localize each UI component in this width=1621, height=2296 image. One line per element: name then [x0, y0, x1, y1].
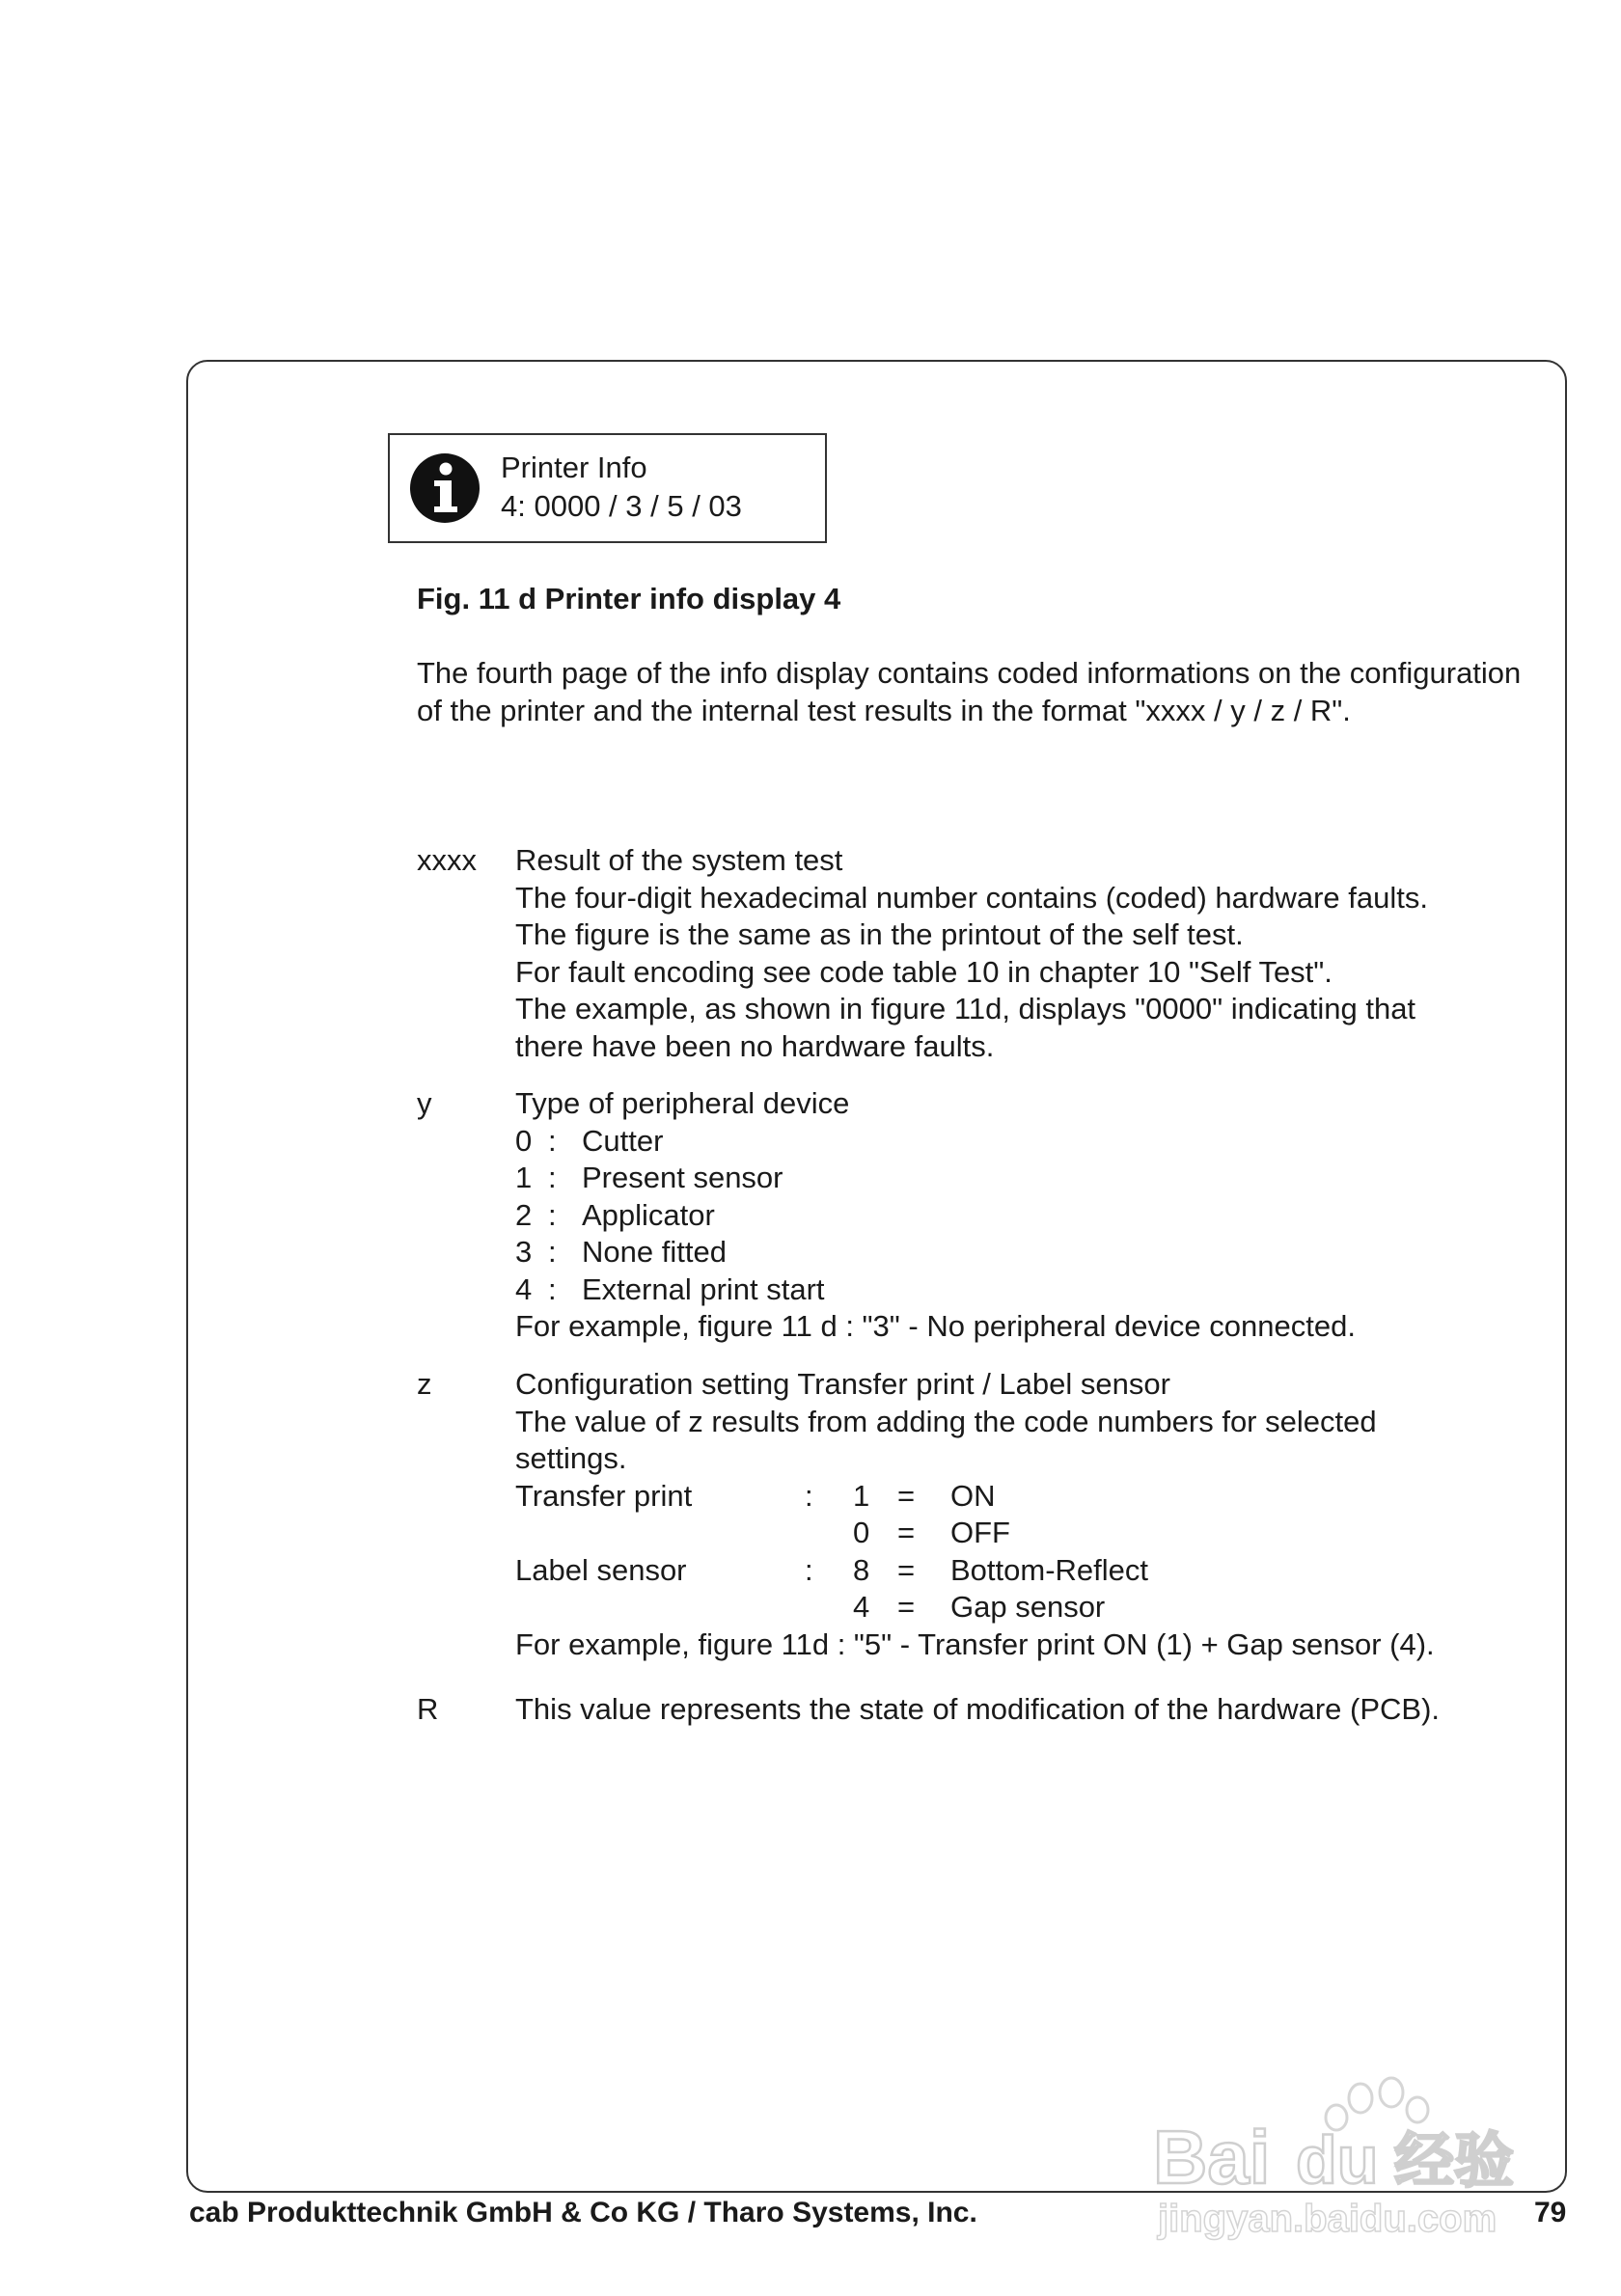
option-label: Applicator [582, 1197, 715, 1232]
footer-company: cab Produkttechnik GmbH & Co KG / Tharo Systems, Inc. [189, 2197, 977, 2228]
setting-equals: = [897, 1552, 916, 1587]
option-row [515, 1234, 1557, 1271]
option-label: Present sensor [582, 1161, 783, 1194]
setting-row [515, 1589, 1557, 1626]
option-separator: : [548, 1235, 557, 1269]
text-line: Type of peripheral device [515, 1086, 850, 1120]
text-line: For example, figure 11 d : "3" - No peripheral device connected. [515, 1309, 1356, 1343]
printer-display [388, 433, 827, 543]
display-text [501, 449, 742, 526]
setting-colon [805, 1589, 853, 1626]
option-separator: : [548, 1161, 557, 1194]
setting-colon: : [805, 1552, 813, 1587]
desc-R [515, 1691, 1557, 1729]
term-z: z [417, 1367, 432, 1401]
option-number: 4 [515, 1271, 533, 1306]
setting-colon: : [805, 1478, 813, 1513]
setting-row [515, 1552, 1557, 1590]
setting-colon [805, 1515, 853, 1552]
setting-code: 1 [853, 1478, 870, 1513]
setting-label [515, 1589, 805, 1626]
option-label: External print start [582, 1271, 825, 1306]
figure-caption: Fig. 11 d Printer info display 4 [417, 582, 841, 615]
baidu-watermark [1153, 2060, 1539, 2243]
setting-value: Gap sensor [950, 1590, 1106, 1624]
option-label: Cutter [582, 1123, 664, 1158]
text-line: For fault encoding see code table 10 in chapter 10 "Self Test". [515, 954, 1333, 989]
page-number: 79 [1534, 2197, 1567, 2228]
setting-value: OFF [950, 1516, 1010, 1549]
option-number: 1 [515, 1161, 533, 1194]
setting-equals: = [897, 1516, 916, 1549]
intro-paragraph: The fourth page of the info display contains coded informations on the configuration of the printer and the internal test results in the format "xxxx / y / z / R". [417, 656, 1522, 727]
option-separator: : [548, 1197, 557, 1232]
option-separator: : [548, 1123, 557, 1158]
setting-code: 0 [853, 1516, 870, 1549]
text-line: The example, as shown in figure 11d, displays "0000" indicating that [515, 992, 1416, 1025]
display-line-2: 4: 0000 / 3 / 5 / 03 [501, 489, 742, 523]
setting-code: 8 [853, 1552, 870, 1587]
info-icon [409, 452, 481, 524]
setting-value: ON [950, 1478, 996, 1513]
option-row [515, 1123, 1557, 1161]
watermark-brand-mid: du [1296, 2122, 1379, 2198]
desc-xxxx [515, 842, 1557, 1065]
setting-row [515, 1515, 1557, 1552]
setting-equals: = [897, 1478, 916, 1513]
term-xxxx: xxxx [417, 843, 477, 877]
setting-row [515, 1478, 1557, 1516]
text-line: Configuration setting Transfer print / Label sensor [515, 1367, 1170, 1401]
watermark-brand-left: Bai [1153, 2115, 1271, 2200]
display-line-1: Printer Info [501, 451, 647, 484]
option-row [515, 1160, 1557, 1197]
option-number: 3 [515, 1235, 533, 1269]
desc-y [515, 1085, 1557, 1346]
text-line: The value of z results from adding the code numbers for selected [515, 1404, 1377, 1438]
term-y: y [417, 1086, 432, 1120]
watermark-url: jingyan.baidu.com [1158, 2198, 1497, 2240]
text-line: For example, figure 11d : "5" - Transfer print ON (1) + Gap sensor (4). [515, 1626, 1435, 1661]
text-line: This value represents the state of modification of the hardware (PCB). [515, 1692, 1441, 1726]
setting-code: 4 [853, 1590, 870, 1624]
option-number: 0 [515, 1123, 533, 1158]
text-line: Result of the system test [515, 843, 843, 877]
option-row [515, 1197, 1557, 1235]
text-line: The four-digit hexadecimal number contains (coded) hardware faults. [515, 880, 1428, 915]
text-line: there have been no hardware faults. [515, 1028, 995, 1063]
setting-label [515, 1515, 805, 1552]
watermark-brand-cn: 经验 [1394, 2128, 1515, 2195]
option-row [515, 1271, 1557, 1309]
setting-equals: = [897, 1590, 916, 1624]
option-label: None fitted [582, 1235, 727, 1269]
setting-label: Transfer print [515, 1478, 693, 1513]
text-line: settings. [515, 1441, 627, 1475]
option-separator: : [548, 1271, 557, 1306]
setting-value: Bottom-Reflect [950, 1552, 1149, 1587]
desc-z [515, 1366, 1557, 1663]
text-line: The figure is the same as in the printout of the self test. [515, 917, 1244, 951]
term-R: R [417, 1692, 439, 1726]
option-number: 2 [515, 1197, 533, 1232]
setting-label: Label sensor [515, 1552, 687, 1587]
